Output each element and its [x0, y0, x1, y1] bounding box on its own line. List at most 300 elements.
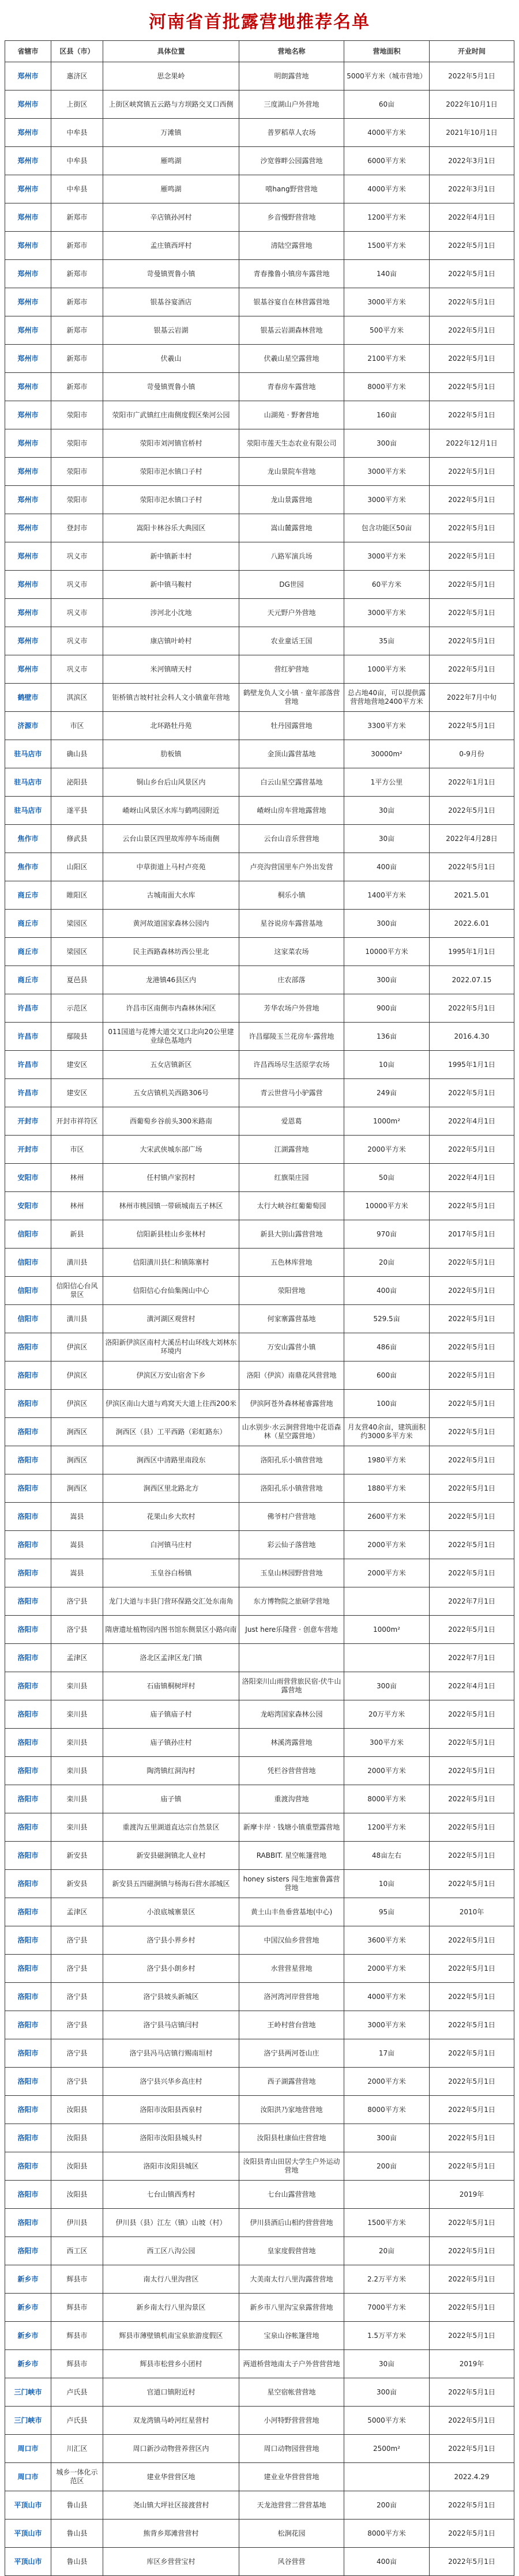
- area-cell: 8000平方米: [344, 2096, 429, 2124]
- area-cell: 3300平方米: [344, 712, 429, 740]
- table-row: [5, 1700, 514, 1729]
- city-cell: 郑州市: [5, 260, 51, 288]
- city-cell: 郑州市: [5, 232, 51, 259]
- table-row: [5, 2096, 514, 2124]
- location-cell: 洛阳新伊滨区南村大溪岳村山环线大刘林东环境内: [103, 1333, 239, 1361]
- district-cell: 伊滨区: [51, 1333, 103, 1361]
- city-cell: 焦作市: [5, 853, 51, 881]
- camp-name-cell: 龙峪湾国家森林公园: [239, 1700, 344, 1728]
- opening-date-cell: 2022年3月1日: [429, 175, 514, 203]
- opening-date-cell: 2022年5月1日: [429, 2124, 514, 2152]
- opening-date-cell: 2019年: [429, 2350, 514, 2378]
- area-cell: 1980平方米: [344, 1446, 429, 1474]
- camp-name-cell: 乡音慢野营营地: [239, 203, 344, 231]
- table-row: [5, 203, 514, 232]
- camp-name-cell: 太行大峡谷红葡葡萄园: [239, 1192, 344, 1220]
- district-cell: 新郑市: [51, 316, 103, 344]
- city-cell: 新乡市: [5, 2265, 51, 2293]
- opening-date-cell: 0-9月份: [429, 740, 514, 768]
- table-row: [5, 712, 514, 740]
- location-cell: 伏羲山: [103, 345, 239, 372]
- table-row: [5, 1051, 514, 1079]
- area-cell: 1500平方米: [344, 232, 429, 259]
- opening-date-cell: 2022年5月1日: [429, 260, 514, 288]
- opening-date-cell: 2022年5月1日: [429, 2322, 514, 2349]
- camp-name-cell: 洛阳栾川山雨营营旅民宿·伏牛山露营地: [239, 1672, 344, 1700]
- opening-date-cell: 2022年12月1日: [429, 429, 514, 457]
- district-cell: 确山县: [51, 740, 103, 768]
- city-cell: 信阳市: [5, 1305, 51, 1333]
- district-cell: 伊滨区: [51, 1390, 103, 1417]
- opening-date-cell: 2022年5月1日: [429, 1559, 514, 1587]
- location-cell: 涧西区中清路里南段东: [103, 1446, 239, 1474]
- area-cell: 200亩: [344, 2491, 429, 2519]
- table-row: [5, 1729, 514, 1757]
- opening-date-cell: 2022年5月1日: [429, 2011, 514, 2039]
- table-row: [5, 1587, 514, 1616]
- area-cell: 249亩: [344, 1079, 429, 1107]
- table-row: [5, 1305, 514, 1333]
- opening-date-cell: 1995年1月1日: [429, 1051, 514, 1078]
- city-cell: 新乡市: [5, 2350, 51, 2378]
- table-row: [5, 1955, 514, 1983]
- camp-name-cell: 清陆空露营地: [239, 232, 344, 259]
- area-cell: 35亩: [344, 627, 429, 655]
- area-cell: 160亩: [344, 401, 429, 429]
- district-cell: 辉县市: [51, 2265, 103, 2293]
- opening-date-cell: 2022年5月1日: [429, 1249, 514, 1276]
- location-cell: 雁鸣湖: [103, 147, 239, 175]
- area-cell: 20亩: [344, 1249, 429, 1276]
- district-cell: 建安区: [51, 1079, 103, 1107]
- district-cell: 鄢陵县: [51, 1023, 103, 1050]
- city-cell: 郑州市: [5, 458, 51, 485]
- camp-name-cell: 卢亮沟营国里车户外出发营: [239, 853, 344, 881]
- area-cell: 1400平方米: [344, 881, 429, 909]
- opening-date-cell: 2022年5月1日: [429, 1983, 514, 2011]
- opening-date-cell: 2022年5月1日: [429, 2407, 514, 2434]
- district-cell: 嵩县: [51, 1503, 103, 1530]
- camp-name-cell: 东方博物院之旅研学营地: [239, 1587, 344, 1615]
- city-cell: 洛阳市: [5, 1531, 51, 1559]
- table-row: [5, 1023, 514, 1051]
- city-cell: 洛阳市: [5, 2039, 51, 2067]
- camp-name-cell: 凭栏谷营营营地: [239, 1757, 344, 1785]
- district-cell: 涧西区: [51, 1474, 103, 1502]
- camp-name-cell: 嘻hang野营营地: [239, 175, 344, 203]
- area-cell: [344, 2181, 429, 2208]
- location-cell: 新安县五四磁涧镇与杨海石营水部城区: [103, 1870, 239, 1898]
- camp-name-cell: 新摩卡岸 · 钱塘小镇重塑露营地: [239, 1813, 344, 1841]
- area-cell: 60亩: [344, 90, 429, 118]
- location-cell: 黄河故道国家森林公园内: [103, 910, 239, 937]
- location-cell: 白河镇马庄村: [103, 1531, 239, 1559]
- camp-name-cell: Just here乐隆营 · 创意车营地: [239, 1616, 344, 1643]
- table-row: [5, 2350, 514, 2378]
- area-cell: 500平方米: [344, 316, 429, 344]
- area-cell: 10000平方米: [344, 1192, 429, 1220]
- area-cell: 2600平方米: [344, 1503, 429, 1530]
- table-row: [5, 797, 514, 825]
- location-cell: 西葡萄乡谷前头300米路南: [103, 1107, 239, 1135]
- location-cell: 辛店镇孙河村: [103, 203, 239, 231]
- location-cell: 铜山乡台后山风景区内: [103, 768, 239, 796]
- location-cell: 庙子镇: [103, 1785, 239, 1813]
- table-row: [5, 768, 514, 797]
- location-cell: 辉县市松营乡小团村: [103, 2350, 239, 2378]
- opening-date-cell: 2022年5月1日: [429, 2209, 514, 2236]
- city-cell: 信阳市: [5, 1220, 51, 1248]
- city-cell: 洛阳市: [5, 1559, 51, 1587]
- opening-date-cell: 2022年5月1日: [429, 1842, 514, 1869]
- city-cell: 洛阳市: [5, 1983, 51, 2011]
- opening-date-cell: 2021.5.01: [429, 881, 514, 909]
- city-cell: 洛阳市: [5, 1926, 51, 1954]
- camp-name-cell: 七台山露营营地: [239, 2181, 344, 2208]
- camp-name-cell: 两道桥营地南太子户外营营营地: [239, 2350, 344, 2378]
- camp-name-cell: 小河特野营营营地: [239, 2407, 344, 2434]
- city-cell: 郑州市: [5, 175, 51, 203]
- opening-date-cell: 2022年5月1日: [429, 994, 514, 1022]
- location-cell: 中草街道上马村卢亮苑: [103, 853, 239, 881]
- location-cell: 新安县磁涧镇北人业村: [103, 1842, 239, 1869]
- area-cell: 400亩: [344, 853, 429, 881]
- district-cell: 洛宁县: [51, 2068, 103, 2095]
- area-cell: 1500平方米: [344, 2209, 429, 2236]
- opening-date-cell: 2022年4月1日: [429, 1164, 514, 1191]
- district-cell: 荥阳市: [51, 486, 103, 514]
- location-cell: 大宋武侠城东部广场: [103, 1136, 239, 1163]
- opening-date-cell: 2022年5月1日: [429, 2237, 514, 2265]
- area-cell: 3000平方米: [344, 458, 429, 485]
- location-cell: 重渡沟五里湖道直达宗自然景区: [103, 1813, 239, 1841]
- opening-date-cell: 2022.07.15: [429, 966, 514, 994]
- district-cell: 辉县市: [51, 2294, 103, 2321]
- location-cell: 康店镇叶岭村: [103, 627, 239, 655]
- city-cell: 郑州市: [5, 288, 51, 316]
- city-cell: 洛阳市: [5, 1503, 51, 1530]
- location-cell: 民主西路森林坊西公里北: [103, 938, 239, 965]
- location-cell: 伊滨区万安山宿舍下乡: [103, 1361, 239, 1389]
- district-cell: 夏邑县: [51, 966, 103, 994]
- table-row: [5, 486, 514, 514]
- table-row: [5, 994, 514, 1023]
- opening-date-cell: 2022年7月中旬: [429, 684, 514, 711]
- location-cell: 洛宁县小朗乡村: [103, 1955, 239, 1982]
- location-cell: 洛阳市汝阳县城区: [103, 2152, 239, 2180]
- area-cell: 60平方米: [344, 571, 429, 598]
- area-cell: 3000平方米: [344, 542, 429, 570]
- opening-date-cell: 2022年5月1日: [429, 514, 514, 542]
- location-cell: 新中镇马鞍村: [103, 571, 239, 598]
- city-cell: 许昌市: [5, 1051, 51, 1078]
- district-cell: 伊滨区: [51, 1361, 103, 1389]
- camp-name-cell: 荥阳营地: [239, 1277, 344, 1304]
- city-cell: 平顶山市: [5, 2491, 51, 2519]
- opening-date-cell: 2022年5月1日: [429, 1333, 514, 1361]
- location-cell: 苛曼镇贾鲁小镇: [103, 373, 239, 401]
- area-cell: 600亩: [344, 1361, 429, 1389]
- location-cell: 南太行八里沟营区: [103, 2265, 239, 2293]
- district-cell: 涧西区: [51, 1418, 103, 1446]
- city-cell: 郑州市: [5, 62, 51, 90]
- area-cell: 3000平方米: [344, 486, 429, 514]
- location-cell: 官道口镇附近村: [103, 2378, 239, 2406]
- location-cell: 陶湾镇红洞沟村: [103, 1757, 239, 1785]
- camp-name-cell: DG世园: [239, 571, 344, 598]
- location-cell: 洛阳市汝阳县西泉村: [103, 2096, 239, 2124]
- header-cell: 开业时间: [429, 41, 514, 62]
- opening-date-cell: 2022.4.29: [429, 2463, 514, 2491]
- opening-date-cell: 2022年4月28日: [429, 825, 514, 853]
- district-cell: 新郑市: [51, 232, 103, 259]
- area-cell: 2000平方米: [344, 1757, 429, 1785]
- district-cell: 汝阳县: [51, 2096, 103, 2124]
- district-cell: 涧西区: [51, 1446, 103, 1474]
- district-cell: 新郑市: [51, 345, 103, 372]
- table-row: [5, 571, 514, 599]
- city-cell: 许昌市: [5, 1023, 51, 1050]
- camp-name-cell: 庄农部落: [239, 966, 344, 994]
- header-cell: 省辖市: [5, 41, 51, 62]
- district-cell: 市区: [51, 712, 103, 740]
- city-cell: 洛阳市: [5, 1729, 51, 1756]
- city-cell: 郑州市: [5, 401, 51, 429]
- city-cell: 信阳市: [5, 1277, 51, 1304]
- city-cell: 洛阳市: [5, 1672, 51, 1700]
- camp-name-cell: 普罗稻草人农场: [239, 119, 344, 146]
- location-cell: 孟庄镇西坪村: [103, 232, 239, 259]
- city-cell: 郑州市: [5, 373, 51, 401]
- district-cell: 嵩县: [51, 1531, 103, 1559]
- camp-name-cell: 五色林库营地: [239, 1249, 344, 1276]
- district-cell: 巩义市: [51, 627, 103, 655]
- city-cell: 郑州市: [5, 203, 51, 231]
- location-cell: 古城南面大水库: [103, 881, 239, 909]
- table-row: [5, 2124, 514, 2152]
- location-cell: 万滩镇: [103, 119, 239, 146]
- table-row: [5, 2152, 514, 2181]
- location-cell: 雁鸣湖: [103, 175, 239, 203]
- area-cell: 包含功能区50亩: [344, 514, 429, 542]
- opening-date-cell: 2022年5月1日: [429, 1616, 514, 1643]
- area-cell: 900亩: [344, 994, 429, 1022]
- area-cell: 1000m²: [344, 1107, 429, 1135]
- city-cell: 开封市: [5, 1136, 51, 1163]
- city-cell: 郑州市: [5, 655, 51, 683]
- area-cell: 1平方公里: [344, 768, 429, 796]
- opening-date-cell: 2022年5月1日: [429, 2096, 514, 2124]
- district-cell: 新郑市: [51, 260, 103, 288]
- location-cell: 新中镇新丰村: [103, 542, 239, 570]
- location-cell: 库区乡营营宝村: [103, 2548, 239, 2575]
- location-cell: 荥阳市广武镇红庄南侧度假区柴河公园: [103, 401, 239, 429]
- table-row: [5, 2039, 514, 2068]
- table-row: [5, 373, 514, 401]
- area-cell: 1000平方米: [344, 655, 429, 683]
- camp-name-cell: 许昌鄢陵玉兰花房车·露营地: [239, 1023, 344, 1050]
- opening-date-cell: 2022年5月1日: [429, 2039, 514, 2067]
- city-cell: 洛阳市: [5, 2011, 51, 2039]
- table-row: [5, 2548, 514, 2576]
- opening-date-cell: 2022年4月1日: [429, 203, 514, 231]
- area-cell: 17亩: [344, 2039, 429, 2067]
- table-row: [5, 1813, 514, 1842]
- table-row: [5, 938, 514, 966]
- district-cell: 西工区: [51, 2237, 103, 2265]
- city-cell: 三门峡市: [5, 2378, 51, 2406]
- opening-date-cell: 2022.6.01: [429, 910, 514, 937]
- location-cell: 嵖岈山风景区水库与鹤鸣园附近: [103, 797, 239, 824]
- area-cell: 30亩: [344, 2350, 429, 2378]
- camp-name-cell: 山湖苑 · 野奢营地: [239, 401, 344, 429]
- city-cell: 郑州市: [5, 486, 51, 514]
- area-cell: 529.5亩: [344, 1305, 429, 1333]
- location-cell: 玉皇谷白杨镇: [103, 1559, 239, 1587]
- opening-date-cell: 2022年5月1日: [429, 1955, 514, 1982]
- camp-name-cell: RABBIT. 星空帐篷营地: [239, 1842, 344, 1869]
- city-cell: 济源市: [5, 712, 51, 740]
- table-row: [5, 1870, 514, 1898]
- city-cell: 许昌市: [5, 1079, 51, 1107]
- opening-date-cell: 2022年5月1日: [429, 1474, 514, 1502]
- district-cell: 开封市祥符区: [51, 1107, 103, 1135]
- table-row: [5, 1390, 514, 1418]
- area-cell: 20亩: [344, 2237, 429, 2265]
- camp-name-cell: 汝阳县杜康仙庄营营地: [239, 2124, 344, 2152]
- table-header-row: [5, 41, 514, 62]
- city-cell: 周口市: [5, 2435, 51, 2462]
- city-cell: 洛阳市: [5, 1870, 51, 1898]
- location-cell: 北环路牡丹苑: [103, 712, 239, 740]
- opening-date-cell: 2022年5月1日: [429, 1813, 514, 1841]
- district-cell: 梁园区: [51, 910, 103, 937]
- table-row: [5, 1164, 514, 1192]
- location-cell: 五女店镇新区: [103, 1051, 239, 1078]
- city-cell: 三门峡市: [5, 2407, 51, 2434]
- camp-name-cell: 银基谷宴自在林营露营地: [239, 288, 344, 316]
- camp-name-cell: 王岭村营台营地: [239, 2011, 344, 2039]
- opening-date-cell: 2010年: [429, 1898, 514, 1926]
- city-cell: 焦作市: [5, 825, 51, 853]
- location-cell: 011国道与花博大道交叉口北向20公里建业绿色基地内: [103, 1023, 239, 1050]
- city-cell: 安阳市: [5, 1192, 51, 1220]
- city-cell: 商丘市: [5, 881, 51, 909]
- opening-date-cell: 2022年5月1日: [429, 1305, 514, 1333]
- table-row: [5, 232, 514, 260]
- city-cell: 郑州市: [5, 147, 51, 175]
- camp-name-cell: 洛河湾河岸营营地: [239, 1983, 344, 2011]
- area-cell: [344, 1644, 429, 1672]
- camp-name-cell: 松涧花园: [239, 2520, 344, 2547]
- camp-name-cell: 皇家度假营营地: [239, 2237, 344, 2265]
- district-cell: 川汇区: [51, 2435, 103, 2462]
- city-cell: 洛阳市: [5, 2124, 51, 2152]
- area-cell: 5000平方米（城市营地）: [344, 62, 429, 90]
- opening-date-cell: 2019年: [429, 2181, 514, 2208]
- table-row: [5, 1898, 514, 1926]
- camp-name-cell: 青春豫鲁小镇房车露营地: [239, 260, 344, 288]
- area-cell: 30亩: [344, 825, 429, 853]
- table-row: [5, 2407, 514, 2435]
- city-cell: 新乡市: [5, 2322, 51, 2349]
- location-cell: 潢河湖区观营村: [103, 1305, 239, 1333]
- city-cell: 郑州市: [5, 316, 51, 344]
- city-cell: 洛阳市: [5, 2152, 51, 2180]
- camp-name-cell: 八路军演兵场: [239, 542, 344, 570]
- table-row: [5, 684, 514, 712]
- camp-name-cell: 营红驴营地: [239, 655, 344, 683]
- area-cell: 2000平方米: [344, 1136, 429, 1163]
- table-row: [5, 2322, 514, 2350]
- location-cell: 荥阳市汜水镇口子村: [103, 486, 239, 514]
- area-cell: 3000平方米: [344, 599, 429, 627]
- city-cell: 安阳市: [5, 1164, 51, 1191]
- table-row: [5, 542, 514, 571]
- opening-date-cell: 2022年5月1日: [429, 2068, 514, 2095]
- district-cell: 卢氏县: [51, 2378, 103, 2406]
- camp-name-cell: 星空宿帐营营地: [239, 2378, 344, 2406]
- area-cell: 10000平方米: [344, 938, 429, 965]
- table-row: [5, 175, 514, 203]
- district-cell: 汝阳县: [51, 2181, 103, 2208]
- opening-date-cell: 2022年5月1日: [429, 1531, 514, 1559]
- header-cell: 具体位置: [103, 41, 239, 62]
- camp-name-cell: 龙山景院车营地: [239, 458, 344, 485]
- location-cell: 石庙镇桐树坪村: [103, 1672, 239, 1700]
- district-cell: 洛宁县: [51, 2039, 103, 2067]
- area-cell: 2000平方米: [344, 1559, 429, 1587]
- location-cell: 钜桥镇吉坡村社会科人文小镇童年营地: [103, 684, 239, 711]
- opening-date-cell: 2022年5月1日: [429, 1446, 514, 1474]
- area-cell: 10亩: [344, 1870, 429, 1898]
- opening-date-cell: 2022年5月1日: [429, 1926, 514, 1954]
- city-cell: 平顶山市: [5, 2548, 51, 2575]
- location-cell: 云台山景区四里故库停车场南侧: [103, 825, 239, 853]
- table-row: [5, 740, 514, 768]
- opening-date-cell: 2022年5月1日: [429, 571, 514, 598]
- table-row: [5, 2237, 514, 2265]
- table-row: [5, 1616, 514, 1644]
- opening-date-cell: 2022年5月1日: [429, 797, 514, 824]
- district-cell: 巩义市: [51, 571, 103, 598]
- opening-date-cell: 2022年5月1日: [429, 1757, 514, 1785]
- opening-date-cell: 2022年5月1日: [429, 542, 514, 570]
- city-cell: 商丘市: [5, 938, 51, 965]
- district-cell: 信阳信心台风景区: [51, 1277, 103, 1304]
- opening-date-cell: 2022年1月1日: [429, 768, 514, 796]
- district-cell: 上街区: [51, 90, 103, 118]
- area-cell: 30亩: [344, 797, 429, 824]
- location-cell: 林州市桃园镇一带硕城南五子林区: [103, 1192, 239, 1220]
- camp-name-cell: 桐乐小镇: [239, 881, 344, 909]
- header-cell: 区县（市）: [51, 41, 103, 62]
- opening-date-cell: 2022年5月1日: [429, 1870, 514, 1898]
- area-cell: 300亩: [344, 1672, 429, 1700]
- city-cell: 新乡市: [5, 2294, 51, 2321]
- location-cell: 洛宁县兴华乡高庄村: [103, 2068, 239, 2095]
- city-cell: 平顶山市: [5, 2520, 51, 2547]
- city-cell: 洛阳市: [5, 1333, 51, 1361]
- table-row: [5, 1192, 514, 1220]
- camp-name-cell: 大美南太行八里沟露营营地: [239, 2265, 344, 2293]
- camp-name-cell: 星谷说房车露营基地: [239, 910, 344, 937]
- city-cell: 郑州市: [5, 599, 51, 627]
- area-cell: 50亩: [344, 1164, 429, 1191]
- location-cell: 涧西区（县）工平西路（彩虹路东）: [103, 1418, 239, 1446]
- location-cell: 嵩阳卡林谷乐大典园区: [103, 514, 239, 542]
- city-cell: 周口市: [5, 2463, 51, 2491]
